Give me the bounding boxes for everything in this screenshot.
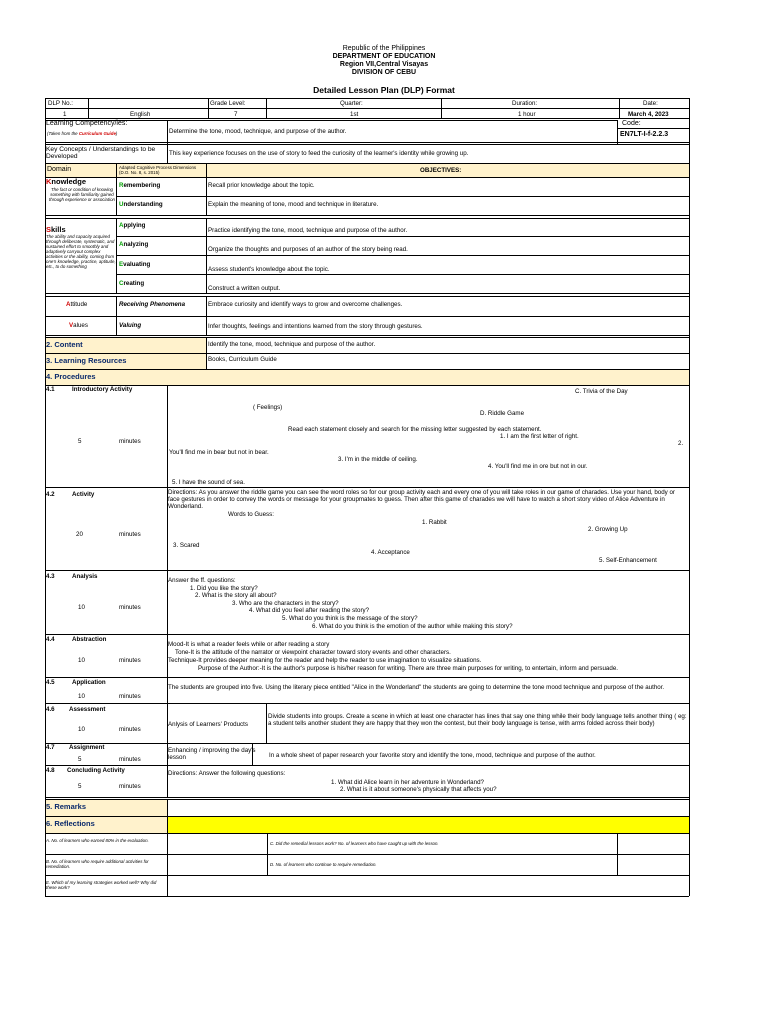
header-department: DEPARTMENT OF EDUCATION	[332, 53, 436, 60]
attitude-objective: Embrace curiosity and identify ways to grow and overcome challenges.	[208, 301, 403, 308]
p42-word-1: 1. Rabbit	[422, 519, 447, 526]
grid-line-v	[167, 799, 168, 896]
p44-mood: Mood-It is what a reader feels while or after reading a story	[168, 641, 330, 648]
objectives-label: OBJECTIVES:	[420, 167, 462, 174]
p48-number: 4.8	[46, 767, 55, 774]
date-label: Date:	[643, 100, 658, 107]
applying-label: Applying	[119, 222, 146, 229]
competency-label: Learning Competency/ies:	[46, 120, 128, 127]
p43-number: 4.3	[46, 573, 55, 580]
p42-word-5: 5. Self-Enhancement	[599, 557, 657, 564]
grid-line-h	[45, 854, 689, 855]
key-concepts-label: Key Concepts / Understandings to be Developed	[46, 146, 156, 161]
p41-riddle-1: 1. I am the first letter of right.	[500, 433, 579, 440]
grid-line-h	[116, 196, 689, 197]
grid-line-v	[266, 98, 267, 118]
grid-line-v	[208, 98, 209, 118]
p41-riddle-2: You'll find me in bear but not in bear.	[169, 449, 269, 456]
page-title: Detailed Lesson Plan (DLP) Format	[313, 85, 455, 95]
p46-title: Assessment	[69, 706, 106, 713]
competency-source-note: (Taken from the Curriculum Guide)	[47, 131, 118, 136]
p41-instructions: Read each statement closely and search for the missing letter suggested by each statement.	[288, 426, 542, 433]
grid-line-v	[167, 144, 168, 163]
p47-title: Assignment	[69, 744, 105, 751]
grid-line-h	[45, 293, 689, 294]
grid-line-h	[45, 570, 689, 571]
grid-line-v	[88, 98, 89, 118]
attitude-heading: Attitude	[66, 301, 88, 308]
p43-question-6: 6. What do you think is the emotion of the author while making this story?	[312, 623, 513, 630]
p43-intro: Answer the ff. questions:	[168, 577, 236, 584]
grid-line-h	[45, 108, 689, 109]
reflection-d: D. No. of learners who continue to require remediation.	[270, 862, 377, 867]
p44-minutes-value: 10	[78, 657, 85, 664]
grid-line-h	[45, 799, 689, 800]
competency-text: Determine the tone, mood, technique, and purpose of the author.	[169, 128, 347, 135]
values-objective: Infer thoughts, feelings and intentions learned from the story through gestures.	[208, 323, 423, 330]
p44-title: Abstraction	[72, 636, 107, 643]
p43-title: Analysis	[72, 573, 98, 580]
content-text: Identify the tone, mood, technique and purpose of the author.	[208, 341, 376, 348]
attitude-process: Receiving Phenomena	[119, 301, 186, 308]
p48-question-1: 1. What did Alice learn in her adventure in Wonderland?	[331, 779, 484, 786]
values-heading: Values	[69, 322, 88, 329]
subject-value: English	[130, 111, 151, 118]
knowledge-description: The fact or condition of knowing something with familiarity gained through experience or association	[49, 187, 115, 202]
p42-title: Activity	[72, 491, 95, 498]
grid-line-h	[45, 316, 689, 317]
p41-minutes-value: 5	[78, 438, 82, 445]
p48-question-2: 2. What is it about someone's physically that affects you?	[340, 786, 497, 793]
skills-heading: Skills	[46, 225, 66, 234]
p43-question-5: 5. What do you think is the message of the story?	[282, 615, 418, 622]
p42-word-3: 3. Scared	[173, 542, 200, 549]
p43-question-1: 1. Did you like the story?	[190, 585, 258, 592]
grid-line-v	[206, 296, 207, 335]
remembering-objective: Recall prior knowledge about the topic.	[208, 182, 315, 189]
grid-line-v	[116, 296, 117, 335]
grid-line-h	[45, 487, 689, 488]
key-concepts-text: This key experience focuses on the use of story to feed the curiosity of the learner's identity while growing up.	[169, 150, 469, 157]
grid-line-h	[45, 875, 689, 876]
p45-text: The students are grouped into five. Using the literary piece entitled "Alice in the Wonderland" the students are going to determine the tone mood technique and purpose of the author.	[168, 684, 665, 691]
p44-purpose: Purpose of the Author:-It is the author's purpose is his/her reason for writing. There are three main purposes for writing, to entertain, inform and persuade.	[198, 665, 618, 672]
p47-minutes-value: 5	[78, 756, 82, 763]
grid-line-h	[45, 677, 689, 678]
p46-text: Divide students into groups. Create a scene in which at least one character has lines that say one thing while their body language tells another thing ( eg: a student tells another student they are happy that they won the contest, but their body language is tense, with arms folded across their body)	[268, 713, 687, 728]
grid-line-h	[45, 335, 689, 336]
p42-minutes-label: minutes	[119, 531, 141, 538]
knowledge-heading: Knowledge	[46, 177, 87, 186]
evaluating-label: Evaluating	[119, 261, 151, 268]
p42-words-label: Words to Guess:	[228, 511, 274, 518]
analyzing-label: Analyzing	[119, 241, 149, 248]
content-label: 2. Content	[46, 340, 83, 349]
remarks-label: 5. Remarks	[46, 802, 87, 811]
grid-line-h	[45, 743, 689, 744]
p41-riddle-4: 4. You'll find me in ore but not in our.	[488, 463, 588, 470]
grid-line-h	[116, 255, 689, 256]
p41-title: Introductory Activity	[72, 386, 133, 393]
reflections-label: 6. Reflections	[46, 819, 95, 828]
p46-minutes-label: minutes	[119, 726, 141, 733]
p42-word-4: 4. Acceptance	[371, 549, 410, 556]
p41-riddle-5: 5. I have the sound of sea.	[172, 479, 245, 486]
p42-number: 4.2	[46, 491, 55, 498]
grid-line-v	[266, 703, 267, 743]
p45-title: Application	[72, 679, 106, 686]
p48-minutes-label: minutes	[119, 783, 141, 790]
grid-line-h	[45, 353, 689, 354]
p43-question-4: 4. What did you feel after reading the story?	[249, 607, 370, 614]
p41-trivia: C. Trivia of the Day	[575, 388, 628, 395]
grid-line-v	[206, 196, 207, 215]
p45-minutes-value: 10	[78, 693, 85, 700]
reflection-b: B. No. of learners who require additional activities for remediation.	[46, 859, 149, 869]
grid-line-h	[45, 703, 689, 704]
adapted-process-label: Adapted Cognitive Process Dimensions (D.O. No. 8, s. 2015)	[119, 165, 197, 175]
grid-line-h	[116, 274, 689, 275]
p47-label: Enhancing / improving the day's lesson	[168, 747, 256, 762]
p48-intro: Directions: Answer the following questions:	[168, 770, 286, 777]
reflection-a: A. No. of learners who earned 80% in the evaluation.	[46, 838, 149, 843]
grid-line-h	[45, 296, 689, 297]
values-process: Valuing	[119, 322, 142, 329]
p42-word-2: 2. Growing Up	[588, 526, 628, 533]
grid-line-v	[167, 120, 168, 144]
grid-line-v	[206, 337, 207, 369]
grid-line-h	[45, 337, 689, 338]
p47-minutes-label: minutes	[119, 756, 141, 763]
p45-minutes-label: minutes	[119, 693, 141, 700]
grid-line-h	[45, 98, 689, 99]
p44-minutes-label: minutes	[119, 657, 141, 664]
p44-number: 4.4	[46, 636, 55, 643]
p42-minutes-value: 20	[76, 531, 83, 538]
grid-line-h	[45, 634, 689, 635]
p41-feelings: ( Feelings)	[253, 404, 283, 411]
header-region: Region VII,Central Visayas	[339, 61, 429, 68]
p48-minutes-value: 5	[78, 783, 82, 790]
code-label: Code:	[622, 120, 641, 127]
grid-line-h	[45, 797, 689, 798]
header-division: DIVISION OF CEBU	[351, 69, 417, 76]
grade-level-label: Grade Level:	[210, 100, 246, 107]
p43-question-3: 3. Who are the characters in the story?	[232, 600, 339, 607]
code-value: EN7LT-I-f-2.2.3	[620, 131, 669, 138]
domain-label: Domain	[47, 166, 72, 173]
p46-minutes-value: 10	[78, 726, 85, 733]
p43-minutes-value: 10	[78, 604, 85, 611]
duration-label: Duration:	[512, 100, 538, 107]
p46-label: Anlysis of Learners' Products	[168, 721, 248, 728]
grid-line-h	[45, 215, 689, 216]
p44-tone: Tone-It is the attitude of the narrator or viewpoint character toward story events and other characters.	[175, 649, 451, 656]
p43-question-2: 2. What is the story all about?	[195, 592, 277, 599]
grid-line-h	[116, 236, 689, 237]
analyzing-objective: Organize the thoughts and purposes of an author of the story being read.	[208, 246, 408, 253]
grid-line-h	[617, 142, 689, 143]
grid-line-h	[45, 163, 689, 164]
grid-line-v	[267, 833, 268, 875]
grid-line-h	[45, 144, 689, 145]
grid-line-h	[45, 177, 689, 178]
reflection-c: C. Did the remedial lessons work? No. of learners who have caught up with the lesson.	[270, 841, 439, 846]
understanding-objective: Explain the meaning of tone, mood and technique in literature.	[208, 201, 379, 208]
p42-directions: Directions: As you answer the riddle game you can see the word roles so for our group activity each and every one of you will take roles in our game of charades. Use your hand, body or face gestures in order to convey the words or message for your groupmates to guess. Then after this game of charades we will have to watch a short story video of Alice Adventure in Wonderland.	[168, 489, 675, 511]
skills-description: The ability and capacity acquired through deliberate, systematic, and sustained effort to smoothly and adaptively carryout complex activities or the ability, coming from one's knowledge, practice, aptitude, etc., to do something	[46, 234, 116, 269]
grid-line-v	[441, 98, 442, 118]
p43-minutes-label: minutes	[119, 604, 141, 611]
p41-number: 4.1	[46, 386, 55, 393]
grid-line-h	[45, 833, 689, 834]
p41-riddle-3: 3. I'm in the middle of ceiling.	[338, 456, 418, 463]
reflections-highlight	[167, 816, 689, 833]
grid-line-h	[45, 120, 617, 121]
grid-line-h	[45, 385, 689, 386]
dlp-number-label: DLP No.:	[48, 100, 73, 107]
quarter-label: Quarter:	[340, 100, 363, 107]
remembering-label: Remembering	[119, 182, 161, 189]
quarter-value: 1st	[350, 111, 359, 118]
dlp-number-value: 1	[63, 111, 67, 118]
p48-title: Concluding Activity	[67, 767, 125, 774]
grid-line-v	[689, 98, 690, 896]
p47-number: 4.7	[46, 744, 55, 751]
creating-objective: Construct a written output.	[208, 285, 281, 292]
grid-line-h	[617, 128, 689, 129]
grid-line-h	[45, 765, 689, 766]
grid-line-v	[167, 385, 168, 797]
p41-riddle-2-number: 2.	[678, 440, 684, 447]
grid-line-h	[45, 142, 617, 143]
grade-level-value: 7	[234, 111, 238, 118]
applying-objective: Practice identifying the tone, mood, technique and purpose of the author.	[208, 227, 408, 234]
procedures-row-fill	[45, 369, 689, 385]
p41-riddle-game: D. Riddle Game	[480, 410, 525, 417]
grid-line-h	[45, 218, 689, 219]
p47-text: In a whole sheet of paper research your favorite story and identify the tone, mood, technique and purpose of the author.	[269, 752, 596, 759]
resources-text: Books, Curriculum Guide	[208, 356, 277, 363]
grid-line-v	[619, 98, 620, 118]
creating-label: Creating	[119, 280, 145, 287]
header-republic: Republic of the Philippines	[342, 45, 426, 52]
grid-line-v	[617, 120, 618, 144]
grid-line-v	[206, 218, 207, 293]
understanding-label: Understanding	[119, 201, 163, 208]
date-value: March 4, 2023	[628, 111, 669, 118]
duration-value: 1 hour	[518, 111, 536, 118]
grid-line-h	[45, 816, 689, 817]
resources-label: 3. Learning Resources	[46, 356, 127, 365]
grid-line-h	[45, 896, 689, 897]
evaluating-objective: Assess student's knowledge about the topic.	[208, 266, 330, 273]
grid-line-h	[45, 369, 689, 370]
grid-line-v	[617, 833, 618, 875]
p45-number: 4.5	[46, 679, 55, 686]
p44-technique: Technique-It provides deeper meaning for the reader and help the reader to use imagination to visualize situations.	[168, 657, 482, 664]
reflection-e: E. Which of my learning strategies worked well? Why did these work?	[46, 880, 157, 890]
p46-number: 4.6	[46, 706, 55, 713]
p41-minutes-label: minutes	[119, 438, 141, 445]
procedures-label: 4. Procedures	[46, 372, 96, 381]
